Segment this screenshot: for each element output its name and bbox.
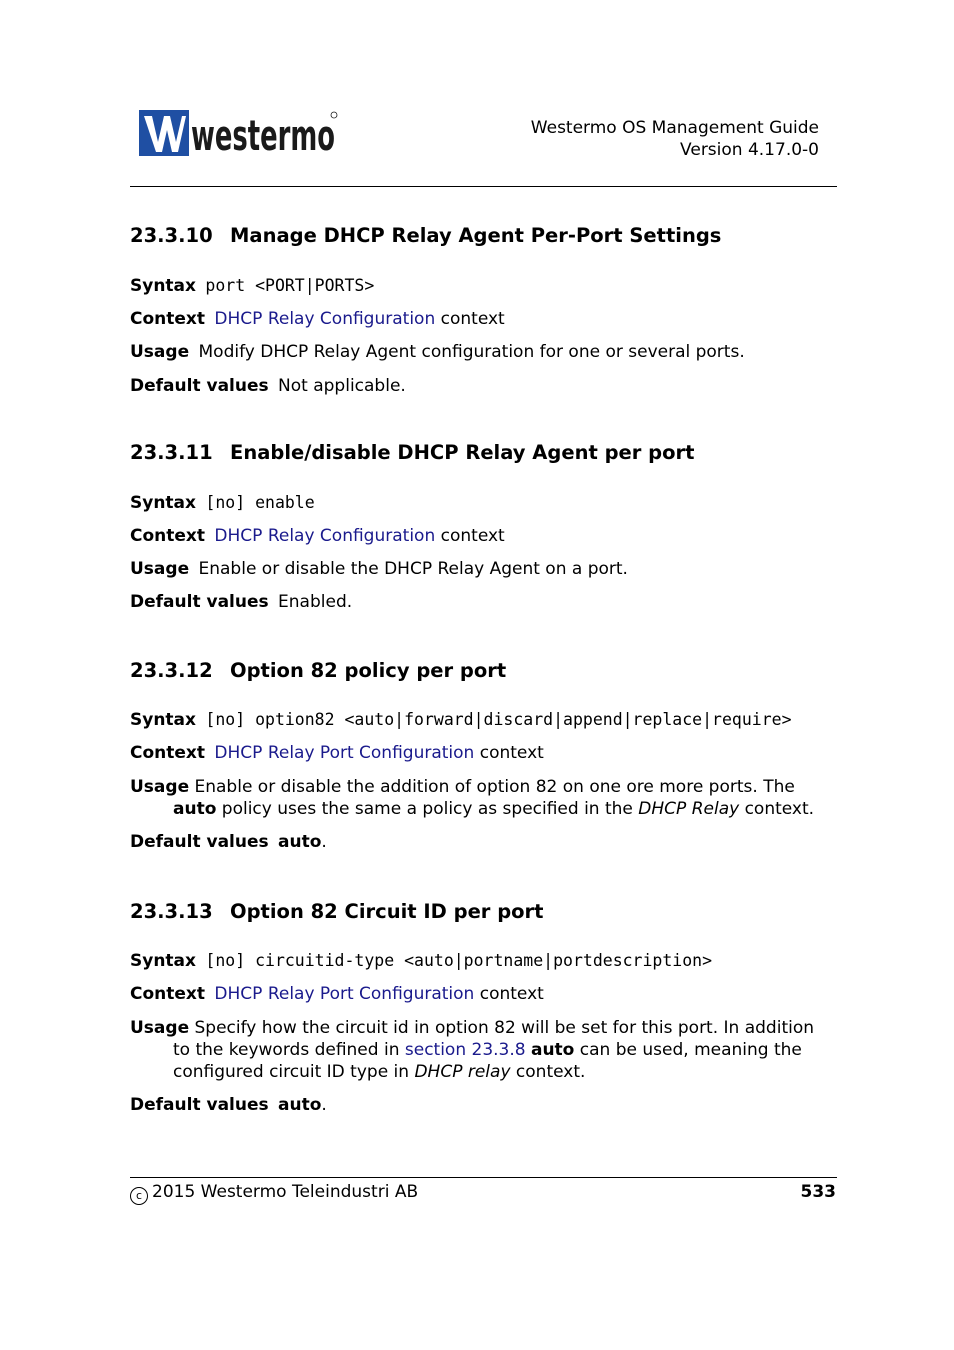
usage-keyword: auto: [173, 799, 217, 819]
svg-text:westermo: westermo: [191, 111, 335, 160]
syntax-code: [no] option82 <auto|forward|discard|append|replace|require>: [205, 710, 792, 729]
section-number: 23.3.13: [130, 900, 213, 923]
section-heading: [130, 222, 837, 250]
context-link[interactable]: DHCP Relay Port Configuration: [214, 743, 475, 763]
context-row: [130, 308, 837, 330]
footer-rule: [130, 1177, 837, 1178]
default-text: Enabled.: [278, 592, 353, 612]
context-label: Context: [130, 309, 206, 329]
default-keyword: auto: [278, 1095, 322, 1115]
usage-keyword: auto: [530, 1040, 575, 1060]
usage-text-line1: Specify how the circuit id in option 82 will be set for this port. In addition: [194, 1018, 815, 1038]
westermo-logo: [139, 110, 339, 158]
context-row: [130, 742, 837, 764]
section-number: 23.3.10: [130, 224, 213, 247]
section-title: Manage DHCP Relay Agent Per-Port Settings: [230, 224, 722, 247]
default-row: [130, 831, 837, 853]
usage-label: Usage: [130, 777, 190, 797]
section-heading: [130, 898, 837, 926]
copyright-icon: c: [130, 1187, 148, 1205]
syntax-label: Syntax: [130, 710, 196, 730]
usage-label: Usage: [130, 1018, 190, 1038]
default-text-end: .: [321, 1095, 327, 1115]
default-label: Default values: [130, 1095, 269, 1115]
usage-text-pre: to the keywords defined in: [173, 1040, 405, 1060]
header-title-block: [531, 117, 819, 161]
syntax-row: [130, 275, 837, 297]
section-title: Option 82 policy per port: [230, 659, 507, 682]
footer-copyright: [130, 1182, 418, 1205]
copyright-text: 2015 Westermo Teleindustri AB: [152, 1182, 419, 1202]
header-rule: [130, 186, 837, 187]
default-label: Default values: [130, 592, 269, 612]
section-link[interactable]: section 23.3.8: [404, 1040, 526, 1060]
default-row: [130, 591, 837, 613]
usage-italic: DHCP Relay: [638, 799, 740, 819]
section-23-3-11: [130, 439, 837, 613]
usage-row: [130, 1017, 837, 1083]
section-title: Option 82 Circuit ID per port: [230, 900, 544, 923]
syntax-label: Syntax: [130, 493, 196, 513]
usage-label: Usage: [130, 342, 190, 362]
usage-text-line3: configured circuit ID type in: [173, 1062, 415, 1082]
usage-label: Usage: [130, 559, 190, 579]
context-link[interactable]: DHCP Relay Configuration: [214, 526, 436, 546]
guide-version: Version 4.17.0-0: [680, 140, 819, 160]
main-content: [130, 222, 837, 1116]
usage-row: [130, 776, 837, 820]
guide-title: Westermo OS Management Guide: [530, 118, 819, 138]
section-23-3-13: [130, 898, 837, 1116]
usage-continuation: [130, 798, 837, 820]
default-row: [130, 1094, 837, 1116]
usage-text-mid: policy uses the same a policy as specified in the: [216, 799, 639, 819]
context-link[interactable]: DHCP Relay Port Configuration: [214, 984, 475, 1004]
usage-text-post: can be used, meaning the: [574, 1040, 802, 1060]
section-23-3-10: [130, 222, 837, 397]
context-row: [130, 983, 837, 1005]
context-label: Context: [130, 526, 206, 546]
context-word: context: [479, 984, 544, 1004]
default-label: Default values: [130, 832, 269, 852]
usage-text-end: context.: [510, 1062, 586, 1082]
context-word: context: [479, 743, 544, 763]
usage-continuation: [130, 1039, 837, 1061]
section-title: Enable/disable DHCP Relay Agent per port: [230, 441, 695, 464]
default-text-end: .: [321, 832, 327, 852]
syntax-code: [no] circuitid-type <auto|portname|portdescription>: [205, 951, 713, 970]
usage-italic: DHCP relay: [414, 1062, 511, 1082]
usage-row: [130, 341, 837, 363]
default-keyword: auto: [278, 832, 322, 852]
syntax-row: [130, 950, 837, 972]
usage-row: [130, 558, 837, 580]
context-word: context: [440, 309, 505, 329]
syntax-row: [130, 709, 837, 731]
page-number: 533: [800, 1182, 836, 1202]
usage-text: Enable or disable the DHCP Relay Agent on a port.: [198, 559, 628, 579]
context-label: Context: [130, 984, 206, 1004]
section-23-3-12: [130, 657, 837, 853]
usage-text: Modify DHCP Relay Agent configuration for one or several ports.: [198, 342, 745, 362]
section-heading: [130, 657, 837, 685]
context-word: context: [440, 526, 505, 546]
context-label: Context: [130, 743, 206, 763]
syntax-code: port <PORT|PORTS>: [205, 276, 375, 295]
syntax-code: [no] enable: [205, 493, 315, 512]
context-link[interactable]: DHCP Relay Configuration: [214, 309, 436, 329]
context-row: [130, 525, 837, 547]
usage-text-line1: Enable or disable the addition of option 82 on one ore more ports. The: [194, 777, 795, 797]
section-heading: [130, 439, 837, 467]
syntax-label: Syntax: [130, 276, 196, 296]
default-text: Not applicable.: [278, 376, 406, 396]
default-row: [130, 375, 837, 397]
syntax-label: Syntax: [130, 951, 196, 971]
section-number: 23.3.11: [130, 441, 213, 464]
syntax-row: [130, 492, 837, 514]
usage-continuation-2: [130, 1061, 837, 1083]
usage-text-end: context.: [739, 799, 815, 819]
default-label: Default values: [130, 376, 269, 396]
section-number: 23.3.12: [130, 659, 213, 682]
